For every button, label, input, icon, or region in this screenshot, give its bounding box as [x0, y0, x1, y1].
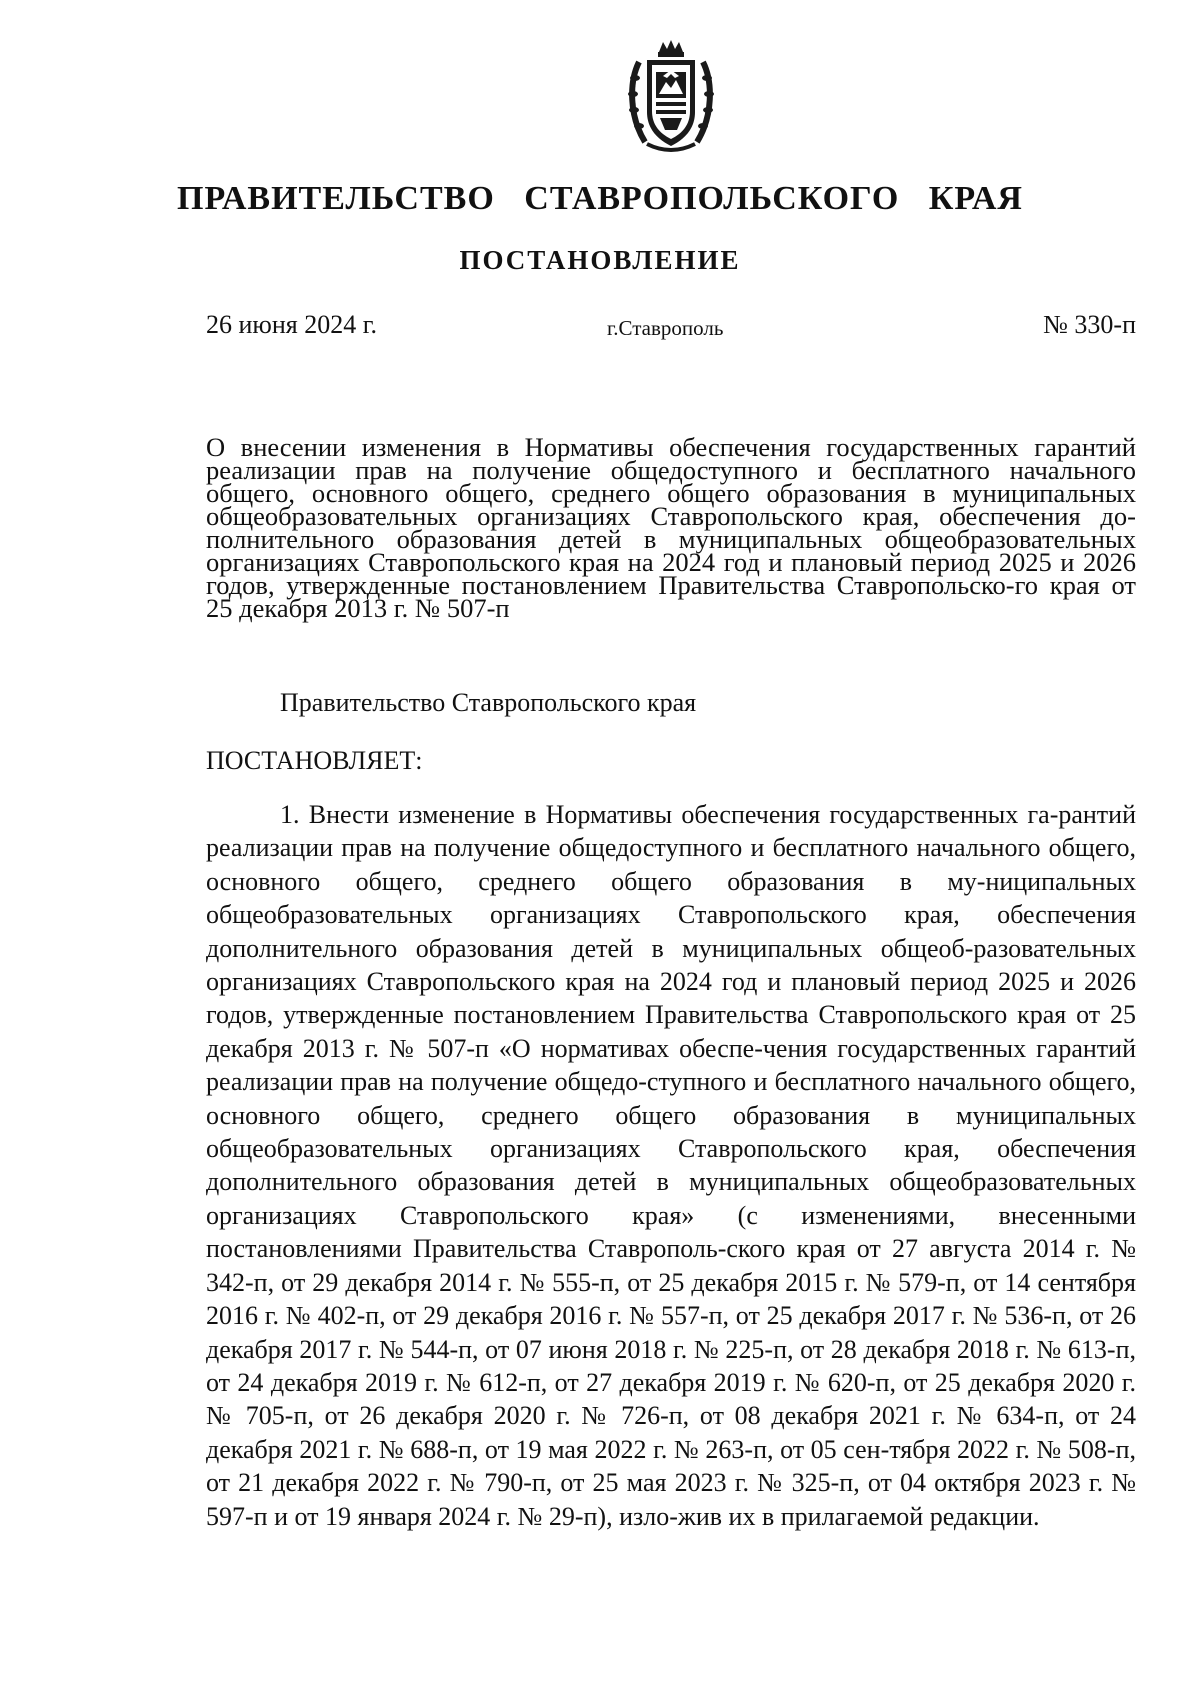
document-type: ПОСТАНОВЛЕНИЕ: [459, 245, 741, 275]
document-subject: О внесении изменения в Нормативы обеспечения государственных гарантий реализации прав на получение общедоступного и бесплатного начального общего, основного общего, среднего общего образования в муниципальных общеобразовательных организациях Ставропольского края, обеспечения до-полнительного образования детей в муниципальных общеобразовательных организациях Ставропольского края на 2024 год и плановый период 2025 и 2026 годов, утвержденные постановлением Правительства Ставропольско-го края от 25 декабря 2013 г. № 507-п: [206, 432, 1136, 623]
document-date: 26 июня 2024 г.: [206, 310, 377, 339]
decree-word: ПОСТАНОВЛЯЕТ:: [206, 746, 423, 775]
paragraph-1: 1. Внести изменение в Нормативы обеспечения государственных га-рантий реализации прав на получение общедоступного и бесплатного начального общего, основного общего, среднего общего образования в му-ниципальных общеобразовательных организациях Ставропольского края, обеспечения дополнительного образования детей в муниципальных общеоб-разовательных организациях Ставропольского края на 2024 год и плановый период 2025 и 2026 годов, утвержденные постановлением Правительства Ставропольского края от 25 декабря 2013 г. № 507-п «О нормативах обеспе-чения государственных гарантий реализации прав на получение общедо-ступного и бесплатного начального общего, основного общего, среднего общего образования в муниципальных общеобразовательных организациях Ставропольского края, обеспечения дополнительного образования детей в муниципальных общеобразовательных организациях Ставропольского края» (с изменениями, внесенными постановлениями Правительства Ставрополь-ского края от 27 августа 2014 г. № 342-п, от 29 декабря 2014 г. № 555-п, от 25 декабря 2015 г. № 579-п, от 14 сентября 2016 г. № 402-п, от 29 декабря 2016 г. № 557-п, от 25 декабря 2017 г. № 536-п, от 26 декабря 2017 г. № 544-п, от 07 июня 2018 г. № 225-п, от 28 декабря 2018 г. № 613-п, от 24 декабря 2019 г. № 612-п, от 27 декабря 2019 г. № 620-п, от 25 декабря 2020 г. № 705-п, от 26 декабря 2020 г. № 726-п, от 08 декабря 2021 г. № 634-п, от 24 декабря 2021 г. № 688-п, от 19 мая 2022 г. № 263-п, от 05 сен-тября 2022 г. № 508-п, от 21 декабря 2022 г. № 790-п, от 25 мая 2023 г. № 325-п, от 04 октября 2023 г. № 597-п и от 19 января 2024 г. № 29-п), изло-жив их в прилагаемой редакции.: [206, 800, 1136, 1531]
coat-of-arms-icon: [625, 38, 717, 158]
document-city: г.Ставрополь: [607, 316, 724, 340]
government-title: ПРАВИТЕЛЬСТВО СТАВРОПОЛЬСКОГО КРАЯ: [177, 180, 1023, 217]
issuing-authority: Правительство Ставропольского края: [280, 688, 697, 717]
document-number: № 330-п: [1043, 310, 1136, 339]
